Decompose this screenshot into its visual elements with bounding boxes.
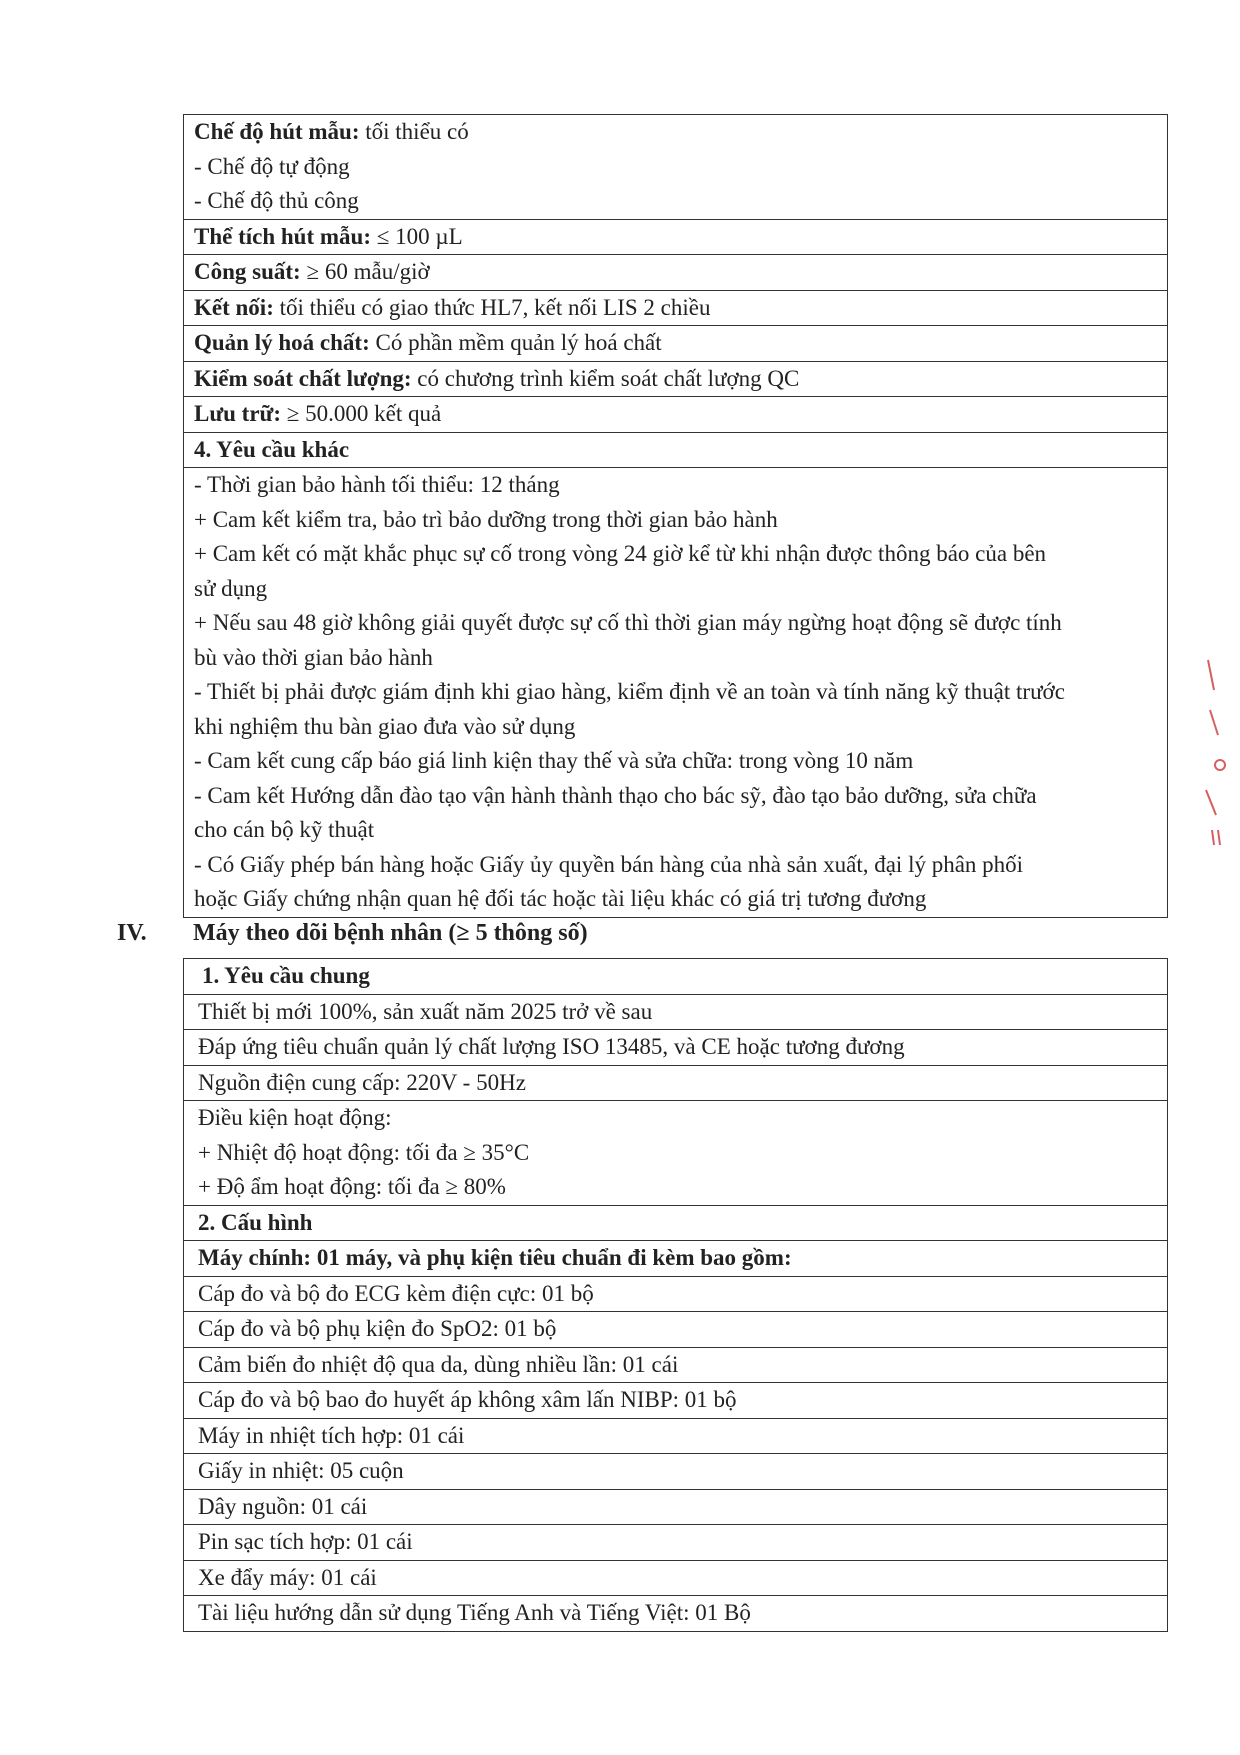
table-cell: [184, 290, 1168, 326]
table-row: [184, 1347, 1168, 1383]
requirement-line: khi nghiệm thu bàn giao đưa vào sử dụng: [194, 713, 576, 739]
table-cell: Nguồn điện cung cấp: 220V - 50Hz: [184, 1065, 1168, 1101]
table-row: [184, 1525, 1168, 1561]
table-row: [184, 1596, 1168, 1632]
row-label: Kết nối:: [194, 294, 274, 320]
row-label: Lưu trữ:: [194, 401, 282, 426]
requirement-line: - Cam kết cung cấp báo giá linh kiện thay thế và sửa chữa: trong vòng 10 năm: [194, 748, 914, 773]
table-row: [184, 361, 1168, 397]
table-cell: [184, 115, 1168, 220]
requirement-line: - Thiết bị phải được giám định khi giao hàng, kiểm định về an toàn và tính năng kỹ thuật trước: [194, 679, 1065, 704]
table-row: [184, 432, 1168, 468]
row-label: Chế độ hút mẫu:: [194, 119, 360, 144]
section-title: Máy theo dõi bệnh nhân (≥ 5 thông số): [193, 920, 588, 946]
table-row: [184, 1489, 1168, 1525]
table-row: [184, 1383, 1168, 1419]
requirement-line: sử dụng: [194, 575, 268, 601]
table-row: [184, 1312, 1168, 1348]
condition-line: + Nhiệt độ hoạt động: tối đa ≥ 35°C: [198, 1139, 530, 1165]
operating-conditions-cell: [184, 1101, 1168, 1206]
spec-table-analyzer: [183, 114, 1168, 918]
requirement-line: hoặc Giấy chứng nhận quan hệ đối tác hoặc tài liệu khác có giá trị tương đương: [194, 886, 927, 911]
table-row: [184, 1418, 1168, 1454]
row-label: Thể tích hút mẫu:: [194, 223, 371, 249]
requirement-line: + Nếu sau 48 giờ không giải quyết được sự cố thì thời gian máy ngừng hoạt động sẽ được tính: [194, 610, 1062, 635]
other-requirements-heading: 4. Yêu cầu khác: [184, 432, 1168, 468]
condition-line: Điều kiện hoạt động:: [198, 1105, 392, 1130]
table-cell: Thiết bị mới 100%, sản xuất năm 2025 trở về sau: [184, 994, 1168, 1030]
section-number: IV.: [117, 920, 147, 946]
config-item: Dây nguồn: 01 cái: [184, 1489, 1168, 1525]
condition-line: + Độ ẩm hoạt động: tối đa ≥ 80%: [198, 1174, 506, 1199]
row-label: Công suất:: [194, 259, 301, 284]
row-label: Kiểm soát chất lượng:: [194, 365, 412, 391]
config-item: Pin sạc tích hợp: 01 cái: [184, 1525, 1168, 1561]
config-item: Xe đẩy máy: 01 cái: [184, 1560, 1168, 1596]
requirement-line: + Cam kết kiểm tra, bảo trì bảo dưỡng trong thời gian bảo hành: [194, 506, 778, 532]
row-text: có chương trình kiểm soát chất lượng QC: [411, 365, 800, 391]
table-row: [184, 468, 1168, 918]
row-label: Quản lý hoá chất:: [194, 330, 370, 355]
requirement-line: - Thời gian bảo hành tối thiểu: 12 tháng: [194, 472, 560, 497]
row-text: ≥ 50.000 kết quả: [281, 401, 442, 426]
table-cell: Đáp ứng tiêu chuẩn quản lý chất lượng ISO 13485, và CE hoặc tương đương: [184, 1030, 1168, 1066]
table-row: [184, 1030, 1168, 1066]
table-row: [184, 397, 1168, 433]
row-text: tối thiểu có: [359, 119, 469, 144]
table-row: [184, 1065, 1168, 1101]
stamp-edge-marks: [1200, 640, 1240, 860]
table-row: [184, 290, 1168, 326]
requirement-line: - Cam kết Hướng dẫn đào tạo vận hành thành thạo cho bác sỹ, đào tạo bảo dưỡng, sửa chữa: [194, 782, 1037, 808]
requirement-line: + Cam kết có mặt khắc phục sự cố trong vòng 24 giờ kể từ khi nhận được thông báo của bên: [194, 541, 1047, 566]
configuration-heading: 2. Cấu hình: [184, 1205, 1168, 1241]
main-unit-row: Máy chính: 01 máy, và phụ kiện tiêu chuẩn đi kèm bao gồm:: [184, 1241, 1168, 1277]
config-item: Cáp đo và bộ đo ECG kèm điện cực: 01 bộ: [184, 1276, 1168, 1312]
table-row: [184, 1560, 1168, 1596]
table-row: [184, 115, 1168, 220]
general-requirements-heading: 1. Yêu cầu chung: [184, 959, 1168, 995]
config-item: Tài liệu hướng dẫn sử dụng Tiếng Anh và Tiếng Việt: 01 Bộ: [184, 1596, 1168, 1632]
row-line: - Chế độ thủ công: [194, 188, 359, 213]
table-cell: [184, 397, 1168, 433]
spec-table-patient-monitor: [183, 958, 1168, 1632]
row-text: ≤ 100 µL: [371, 223, 463, 249]
requirement-line: cho cán bộ kỹ thuật: [194, 817, 375, 842]
requirement-line: - Có Giấy phép bán hàng hoặc Giấy ủy quyền bán hàng của nhà sản xuất, đại lý phân phối: [194, 851, 1024, 877]
table-row: [184, 1101, 1168, 1206]
table-cell: [184, 361, 1168, 397]
table-row: [184, 326, 1168, 362]
row-line: - Chế độ tự động: [194, 153, 350, 179]
config-item: Máy in nhiệt tích hợp: 01 cái: [184, 1418, 1168, 1454]
config-item: Cáp đo và bộ bao đo huyết áp không xâm lấn NIBP: 01 bộ: [184, 1383, 1168, 1419]
table-cell: [184, 326, 1168, 362]
config-item: Giấy in nhiệt: 05 cuộn: [184, 1454, 1168, 1490]
table-row: [184, 1454, 1168, 1490]
table-row: [184, 959, 1168, 995]
row-text: tối thiểu có giao thức HL7, kết nối LIS 2 chiều: [273, 294, 711, 320]
table-cell: [184, 219, 1168, 255]
row-text: ≥ 60 mẫu/giờ: [300, 259, 430, 284]
requirement-line: bù vào thời gian bảo hành: [194, 644, 433, 670]
config-item: Cảm biến đo nhiệt độ qua da, dùng nhiều lần: 01 cái: [184, 1347, 1168, 1383]
table-row: [184, 219, 1168, 255]
config-item: Cáp đo và bộ phụ kiện đo SpO2: 01 bộ: [184, 1312, 1168, 1348]
stamp-fragment-graphic: [1200, 640, 1240, 860]
table-row: [184, 1276, 1168, 1312]
table-cell: [184, 255, 1168, 291]
table-row: [184, 1205, 1168, 1241]
table-row: [184, 994, 1168, 1030]
other-requirements-cell: [184, 468, 1168, 918]
table-row: [184, 255, 1168, 291]
row-text: Có phần mềm quản lý hoá chất: [369, 330, 662, 355]
table-row: [184, 1241, 1168, 1277]
